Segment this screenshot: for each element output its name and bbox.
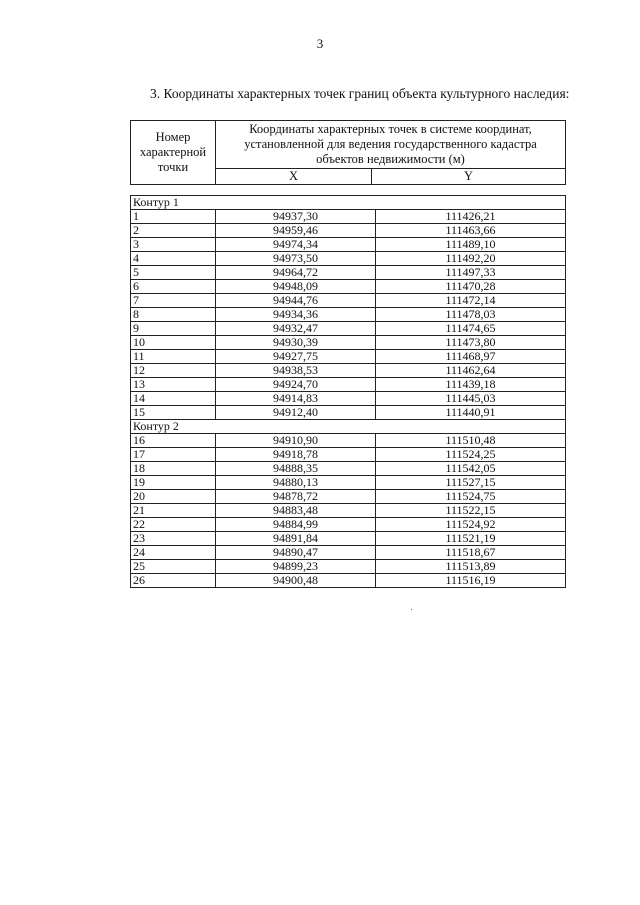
point-number-cell: 15 [131, 406, 216, 420]
table-row [131, 532, 566, 546]
table-row [131, 574, 566, 588]
x-coordinate-cell: 94884,99 [216, 518, 376, 532]
table-row [131, 462, 566, 476]
table-row [131, 364, 566, 378]
point-number-cell: 25 [131, 560, 216, 574]
table-row [131, 434, 566, 448]
table-header [130, 120, 566, 185]
x-coordinate-cell: 94910,90 [216, 434, 376, 448]
header-line: Номер [155, 130, 191, 144]
y-coordinate-cell: 111510,48 [376, 434, 566, 448]
y-coordinate-cell: 111474,65 [376, 322, 566, 336]
point-number-cell: 24 [131, 546, 216, 560]
table-row [131, 266, 566, 280]
contour-row [131, 420, 566, 434]
point-number-cell: 18 [131, 462, 216, 476]
point-number-cell: 4 [131, 252, 216, 266]
table-row [131, 406, 566, 420]
y-coordinate-cell: 111524,75 [376, 490, 566, 504]
point-number-cell: 3 [131, 238, 216, 252]
x-coordinate-cell: 94938,53 [216, 364, 376, 378]
x-coordinate-cell: 94878,72 [216, 490, 376, 504]
point-number-cell: 17 [131, 448, 216, 462]
x-coordinate-cell: 94912,40 [216, 406, 376, 420]
x-coordinate-cell: 94888,35 [216, 462, 376, 476]
table-row [131, 238, 566, 252]
x-coordinate-cell: 94948,09 [216, 280, 376, 294]
table-row [131, 448, 566, 462]
y-coordinate-cell: 111445,03 [376, 392, 566, 406]
y-coordinate-cell: 111497,33 [376, 266, 566, 280]
x-coordinate-cell: 94918,78 [216, 448, 376, 462]
table-row [131, 504, 566, 518]
stray-mark [411, 609, 412, 610]
point-number-cell: 16 [131, 434, 216, 448]
table-row [131, 210, 566, 224]
table-row [131, 322, 566, 336]
point-number-cell: 10 [131, 336, 216, 350]
table-row [131, 350, 566, 364]
y-coordinate-cell: 111516,19 [376, 574, 566, 588]
contour-row [131, 196, 566, 210]
header-line: установленной для ведения государственного кадастра [244, 137, 537, 151]
y-coordinate-cell: 111439,18 [376, 378, 566, 392]
x-coordinate-cell: 94973,50 [216, 252, 376, 266]
y-coordinate-cell: 111524,92 [376, 518, 566, 532]
x-coordinate-cell: 94937,30 [216, 210, 376, 224]
y-coordinate-cell: 111468,97 [376, 350, 566, 364]
x-coordinate-cell: 94914,83 [216, 392, 376, 406]
point-number-cell: 14 [131, 392, 216, 406]
column-header-x: X [216, 169, 372, 185]
x-coordinate-cell: 94880,13 [216, 476, 376, 490]
x-coordinate-cell: 94974,34 [216, 238, 376, 252]
x-coordinate-cell: 94944,76 [216, 294, 376, 308]
x-coordinate-cell: 94883,48 [216, 504, 376, 518]
point-number-cell: 6 [131, 280, 216, 294]
y-coordinate-cell: 111542,05 [376, 462, 566, 476]
header-line: объектов недвижимости (м) [316, 152, 465, 166]
point-number-cell: 20 [131, 490, 216, 504]
x-coordinate-cell: 94927,75 [216, 350, 376, 364]
x-coordinate-cell: 94899,23 [216, 560, 376, 574]
y-coordinate-cell: 111489,10 [376, 238, 566, 252]
point-number-cell: 12 [131, 364, 216, 378]
x-coordinate-cell: 94900,48 [216, 574, 376, 588]
point-number-cell: 9 [131, 322, 216, 336]
point-number-cell: 11 [131, 350, 216, 364]
point-number-cell: 7 [131, 294, 216, 308]
table-row [131, 392, 566, 406]
point-number-cell: 13 [131, 378, 216, 392]
point-number-cell: 5 [131, 266, 216, 280]
table-row [131, 224, 566, 238]
table-row [131, 252, 566, 266]
y-coordinate-cell: 111521,19 [376, 532, 566, 546]
table-row [131, 476, 566, 490]
x-coordinate-cell: 94930,39 [216, 336, 376, 350]
x-coordinate-cell: 94964,72 [216, 266, 376, 280]
table-row [131, 490, 566, 504]
contour-label: Контур 2 [131, 420, 566, 434]
table-row [131, 378, 566, 392]
x-coordinate-cell: 94891,84 [216, 532, 376, 546]
y-coordinate-cell: 111463,66 [376, 224, 566, 238]
y-coordinate-cell: 111518,67 [376, 546, 566, 560]
point-number-cell: 23 [131, 532, 216, 546]
header-line: характерной [139, 145, 207, 159]
y-coordinate-cell: 111462,64 [376, 364, 566, 378]
y-coordinate-cell: 111513,89 [376, 560, 566, 574]
page-number: 3 [316, 36, 324, 51]
y-coordinate-cell: 111473,80 [376, 336, 566, 350]
x-coordinate-cell: 94924,70 [216, 378, 376, 392]
x-coordinate-cell: 94959,46 [216, 224, 376, 238]
table-row [131, 336, 566, 350]
x-coordinate-cell: 94932,47 [216, 322, 376, 336]
x-coordinate-cell: 94890,47 [216, 546, 376, 560]
y-coordinate-cell: 111478,03 [376, 308, 566, 322]
contour-label: Контур 1 [131, 196, 566, 210]
y-coordinate-cell: 111492,20 [376, 252, 566, 266]
y-coordinate-cell: 111527,15 [376, 476, 566, 490]
table-row [131, 280, 566, 294]
table-row [131, 308, 566, 322]
x-coordinate-cell: 94934,36 [216, 308, 376, 322]
column-header-point-number [131, 121, 216, 185]
section-heading: 3. Координаты характерных точек границ объекта культурного наследия: [150, 86, 570, 101]
y-coordinate-cell: 111524,25 [376, 448, 566, 462]
y-coordinate-cell: 111426,21 [376, 210, 566, 224]
table-row [131, 546, 566, 560]
point-number-cell: 22 [131, 518, 216, 532]
y-coordinate-cell: 111522,15 [376, 504, 566, 518]
point-number-cell: 19 [131, 476, 216, 490]
y-coordinate-cell: 111440,91 [376, 406, 566, 420]
point-number-cell: 1 [131, 210, 216, 224]
column-header-y: Y [372, 169, 566, 185]
point-number-cell: 2 [131, 224, 216, 238]
table-row [131, 294, 566, 308]
y-coordinate-cell: 111472,14 [376, 294, 566, 308]
header-line: Координаты характерных точек в системе координат, [249, 122, 532, 136]
table-row [131, 560, 566, 574]
point-number-cell: 8 [131, 308, 216, 322]
point-number-cell: 26 [131, 574, 216, 588]
column-header-coordinates [216, 121, 566, 169]
y-coordinate-cell: 111470,28 [376, 280, 566, 294]
point-number-cell: 21 [131, 504, 216, 518]
coordinates-table-body [131, 196, 566, 588]
header-line: точки [157, 160, 189, 174]
table-row [131, 518, 566, 532]
coordinates-table [130, 195, 566, 588]
